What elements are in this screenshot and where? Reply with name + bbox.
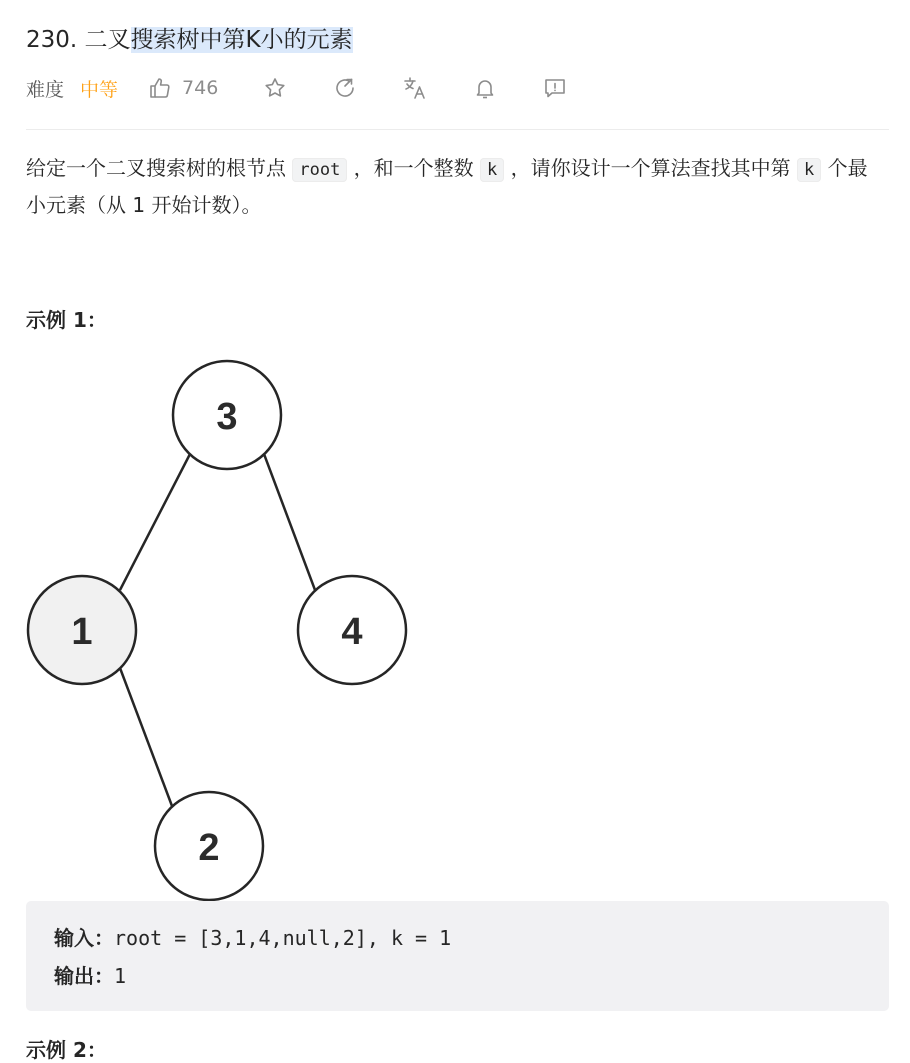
tree-edge — [264, 454, 315, 590]
meta-toolbar — [26, 70, 568, 106]
inline-code-k: k — [480, 158, 504, 182]
svg-text:1: 1 — [71, 611, 93, 653]
input-value: root = [3,1,4,null,2], k = 1 — [114, 926, 452, 950]
translate-icon — [402, 75, 428, 101]
output-label: 输出： — [54, 964, 114, 988]
svg-text:2: 2 — [198, 827, 220, 869]
difficulty-badge: 中等 — [80, 78, 119, 101]
input-label: 输入： — [54, 926, 114, 950]
tree-node-3 — [173, 361, 281, 469]
description-text: 个最小元素（从 1 开始计数）。 — [26, 156, 868, 217]
like-count: 746 — [182, 77, 219, 99]
header-divider — [26, 129, 889, 130]
share-icon — [333, 76, 357, 100]
example-2-title: 示例 2： — [26, 1038, 107, 1062]
example-tree-diagram — [0, 350, 420, 902]
problem-title-selected: 搜索树中第K小的元素 — [130, 27, 353, 53]
input-line — [54, 919, 861, 957]
bell-icon — [473, 76, 497, 100]
share-button[interactable] — [332, 75, 358, 101]
favorite-button[interactable] — [262, 75, 288, 101]
description-text: ，请你设计一个算法查找其中第 — [510, 156, 791, 180]
like-button[interactable] — [148, 76, 218, 100]
subscribe-button[interactable] — [472, 75, 498, 101]
problem-title-prefix: 230. 二叉 — [26, 27, 131, 53]
translate-button[interactable] — [402, 75, 428, 101]
output-line — [54, 957, 861, 995]
feedback-icon — [543, 76, 567, 100]
inline-code-root: root — [292, 158, 347, 182]
tree-edge — [120, 454, 190, 590]
example-1-io-block — [26, 901, 889, 1011]
star-icon — [263, 76, 287, 100]
tree-edge — [120, 668, 172, 806]
example-1-title: 示例 1： — [26, 308, 107, 332]
tree-node-4 — [298, 576, 406, 684]
description-text: ，和一个整数 — [353, 156, 474, 180]
thumbs-up-icon — [148, 76, 172, 100]
inline-code-k: k — [797, 158, 821, 182]
feedback-button[interactable] — [542, 75, 568, 101]
svg-text:3: 3 — [216, 396, 238, 438]
problem-title — [26, 24, 353, 56]
description-text: 给定一个二叉搜索树的根节点 — [26, 156, 286, 180]
svg-text:4: 4 — [341, 611, 363, 653]
tree-node-1 — [28, 576, 136, 684]
tree-node-2 — [155, 792, 263, 900]
difficulty-label: 难度 — [26, 78, 65, 101]
output-value: 1 — [114, 964, 127, 988]
problem-description — [26, 151, 886, 223]
